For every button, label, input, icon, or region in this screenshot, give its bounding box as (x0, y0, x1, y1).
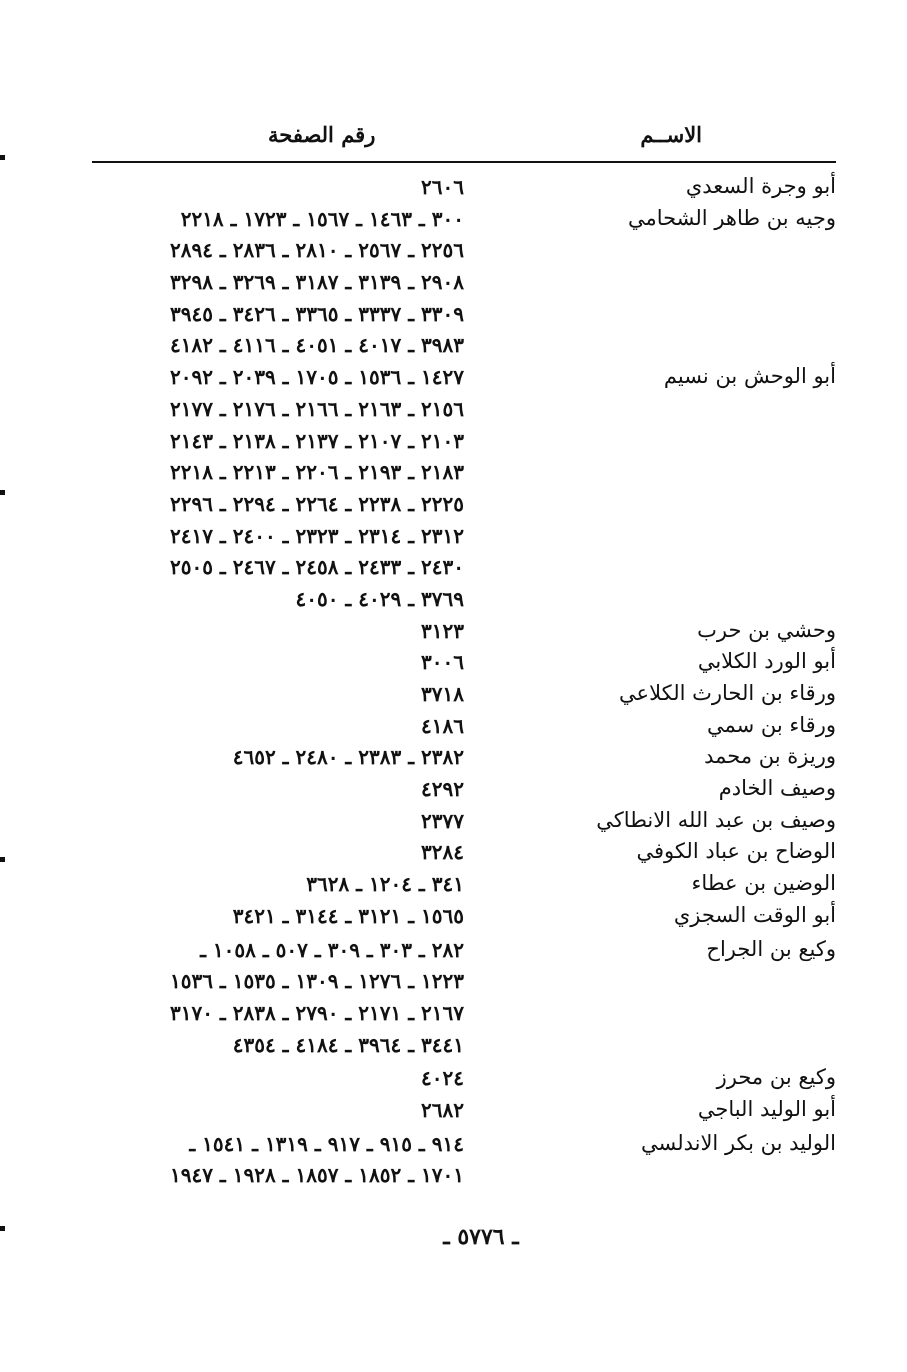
edge-mark (0, 1226, 5, 1231)
entry-line (86, 1129, 838, 1161)
entry-line (86, 966, 838, 998)
entry-page-numbers: ٢١٦٧ ـ ٢١٧١ ـ ٢٧٩٠ ـ ٢٨٣٨ ـ ٣١٧٠ (169, 1000, 464, 1025)
entry-name: وحشي بن حرب (697, 617, 836, 642)
entry-name: ورقاء بن سمي (706, 712, 836, 737)
index-entries (86, 172, 838, 1192)
entry-line (86, 742, 838, 774)
column-header-page-number: رقم الصفحة (268, 122, 376, 147)
entry-line (86, 647, 838, 679)
entry-name: أبو وجرة السعدي (685, 174, 836, 198)
index-entry (86, 935, 838, 1062)
entry-line (86, 806, 838, 838)
entry-page-numbers: ٣٠٠٦ (421, 650, 464, 675)
entry-line (86, 1063, 838, 1095)
index-entry (86, 1095, 838, 1127)
entry-line (86, 711, 838, 743)
index-entry (86, 172, 838, 204)
entry-page-numbers: ٢٢٢٥ ـ ٢٢٣٨ ـ ٢٢٦٤ ـ ٢٢٩٤ ـ ٢٢٩٦ (169, 491, 464, 516)
index-entry (86, 837, 838, 869)
entry-page-numbers: ٩١٤ ـ ٩١٥ ـ ٩١٧ ـ ١٣١٩ ـ ١٥٤١ ـ (189, 1131, 464, 1156)
entry-page-numbers: ٣١٢٣ (421, 618, 464, 643)
entry-page-numbers: ٣٢٨٤ (421, 840, 464, 865)
edge-mark (0, 155, 5, 160)
entry-line (86, 172, 838, 204)
index-entry (86, 1129, 838, 1192)
index-entry (86, 806, 838, 838)
entry-line (86, 457, 838, 489)
entry-page-numbers: ٢١٥٦ ـ ٢١٦٣ ـ ٢١٦٦ ـ ٢١٧٦ ـ ٢١٧٧ (169, 396, 464, 421)
index-entry (86, 204, 838, 362)
entry-line (86, 679, 838, 711)
entry-line (86, 837, 838, 869)
entry-page-numbers: ٢٦٨٢ (421, 1097, 464, 1122)
entry-line (86, 616, 838, 648)
entry-line (86, 235, 838, 267)
entry-name: وكيع بن الجراح (706, 936, 836, 961)
index-entry (86, 774, 838, 806)
entry-page-numbers: ٤١٨٦ (421, 713, 464, 738)
entry-line (86, 204, 838, 236)
index-entry (86, 616, 838, 648)
entry-page-numbers: ٢١٠٣ ـ ٢١٠٧ ـ ٢١٣٧ ـ ٢١٣٨ ـ ٢١٤٣ (169, 428, 464, 453)
entry-line (86, 901, 838, 933)
index-entry (86, 679, 838, 711)
entry-line (86, 1095, 838, 1127)
entry-page-numbers: ٤٢٩٢ (421, 777, 464, 802)
page-number: ـ ٥٧٧٦ ـ (443, 1224, 519, 1250)
edge-mark (0, 857, 5, 862)
entry-name: وصيف بن عبد الله الانطاكي (596, 807, 836, 832)
entry-page-numbers: ٤٠٢٤ (421, 1066, 464, 1091)
entry-page-numbers: ٢٩٠٨ ـ ٣١٣٩ ـ ٣١٨٧ ـ ٣٢٦٩ ـ ٣٢٩٨ (169, 270, 464, 295)
entry-name: وكيع بن محرز (716, 1065, 836, 1090)
index-entry (86, 711, 838, 743)
entry-line (86, 774, 838, 806)
entry-line (86, 1030, 838, 1062)
entry-page-numbers: ٣٧٦٩ ـ ٤٠٢٩ ـ ٤٠٥٠ (295, 586, 464, 611)
entry-name: الوضاح بن عباد الكوفي (636, 839, 836, 864)
entry-line (86, 552, 838, 584)
index-entry (86, 742, 838, 774)
entry-name: أبو الوقت السجزي (673, 902, 836, 927)
table-header (92, 112, 834, 156)
entry-line (86, 998, 838, 1030)
index-entry (86, 901, 838, 933)
entry-line (86, 521, 838, 553)
entry-line (86, 1160, 838, 1192)
entry-page-numbers: ٢١٨٣ ـ ٢١٩٣ ـ ٢٢٠٦ ـ ٢٢١٣ ـ ٢٢١٨ (169, 460, 464, 485)
entry-page-numbers: ٣٤٤١ ـ ٣٩٦٤ ـ ٤١٨٤ ـ ٤٣٥٤ (232, 1032, 464, 1057)
entry-name: وجيه بن طاهر الشحامي (627, 205, 836, 230)
index-entry (86, 869, 838, 901)
entry-line (86, 267, 838, 299)
entry-name: وصيف الخادم (718, 776, 836, 801)
entry-line (86, 362, 838, 394)
entry-page-numbers: ٢٤٣٠ ـ ٢٤٣٣ ـ ٢٤٥٨ ـ ٢٤٦٧ ـ ٢٥٠٥ (169, 555, 464, 580)
entry-line (86, 394, 838, 426)
entry-line (86, 330, 838, 362)
entry-line (86, 584, 838, 616)
entry-page-numbers: ٢٣٨٢ ـ ٢٣٨٣ ـ ٢٤٨٠ ـ ٤٦٥٢ (232, 745, 464, 770)
entry-line (86, 935, 838, 967)
entry-page-numbers: ٢٦٠٦ (421, 175, 464, 199)
entry-page-numbers: ١٧٠١ ـ ١٨٥٢ ـ ١٨٥٧ ـ ١٩٢٨ ـ ١٩٤٧ (169, 1163, 464, 1188)
page-footer (0, 1224, 907, 1250)
entry-line (86, 426, 838, 458)
entry-line (86, 299, 838, 331)
entry-page-numbers: ٢٣١٢ ـ ٢٣١٤ ـ ٢٣٢٣ ـ ٢٤٠٠ ـ ٢٤١٧ (169, 523, 464, 548)
entry-name: ورقاء بن الحارث الكلاعي (619, 681, 836, 705)
entry-name: أبو الوليد الباجي (697, 1096, 836, 1121)
entry-page-numbers: ٣٠٠ ـ ١٤٦٣ ـ ١٥٦٧ ـ ١٧٢٣ ـ ٢٢١٨ (180, 206, 464, 231)
entry-page-numbers: ٣٧١٨ (421, 682, 464, 706)
entry-name: أبو الوحش بن نسيم (663, 364, 836, 389)
entry-page-numbers: ٣٩٨٣ ـ ٤٠١٧ ـ ٤٠٥١ ـ ٤١١٦ ـ ٤١٨٢ (169, 333, 464, 358)
entry-name: وريزة بن محمد (704, 744, 836, 769)
entry-line (86, 869, 838, 901)
entry-page-numbers: ١٥٦٥ ـ ٣١٢١ ـ ٣١٤٤ ـ ٣٤٢١ (232, 903, 464, 928)
index-entry (86, 362, 838, 616)
edge-mark (0, 490, 5, 495)
entry-page-numbers: ٣٤١ ـ ١٢٠٤ ـ ٣٦٢٨ (306, 872, 464, 897)
entry-page-numbers: ٣٣٠٩ ـ ٣٣٣٧ ـ ٣٣٦٥ ـ ٣٤٢٦ ـ ٣٩٤٥ (169, 301, 464, 326)
entry-page-numbers: ١٢٢٣ ـ ١٢٧٦ ـ ١٣٠٩ ـ ١٥٣٥ ـ ١٥٣٦ (169, 969, 464, 994)
index-entry (86, 647, 838, 679)
entry-line (86, 489, 838, 521)
entry-name: أبو الورد الكلابي (697, 649, 836, 674)
entry-page-numbers: ١٤٢٧ ـ ١٥٣٦ ـ ١٧٠٥ ـ ٢٠٣٩ ـ ٢٠٩٢ (169, 365, 464, 390)
entry-name: الوليد بن بكر الاندلسي (640, 1130, 836, 1155)
entry-name: الوضين بن عطاء (691, 871, 836, 896)
entry-page-numbers: ٢٨٢ ـ ٣٠٣ ـ ٣٠٩ ـ ٥٠٧ ـ ١٠٥٨ ـ (200, 937, 464, 962)
index-entry (86, 1063, 838, 1095)
entry-page-numbers: ٢٣٧٧ (421, 808, 464, 833)
column-header-name: الاســم (640, 122, 702, 147)
header-rule (92, 161, 836, 163)
entry-page-numbers: ٢٢٥٦ ـ ٢٥٦٧ ـ ٢٨١٠ ـ ٢٨٣٦ ـ ٢٨٩٤ (169, 238, 464, 263)
